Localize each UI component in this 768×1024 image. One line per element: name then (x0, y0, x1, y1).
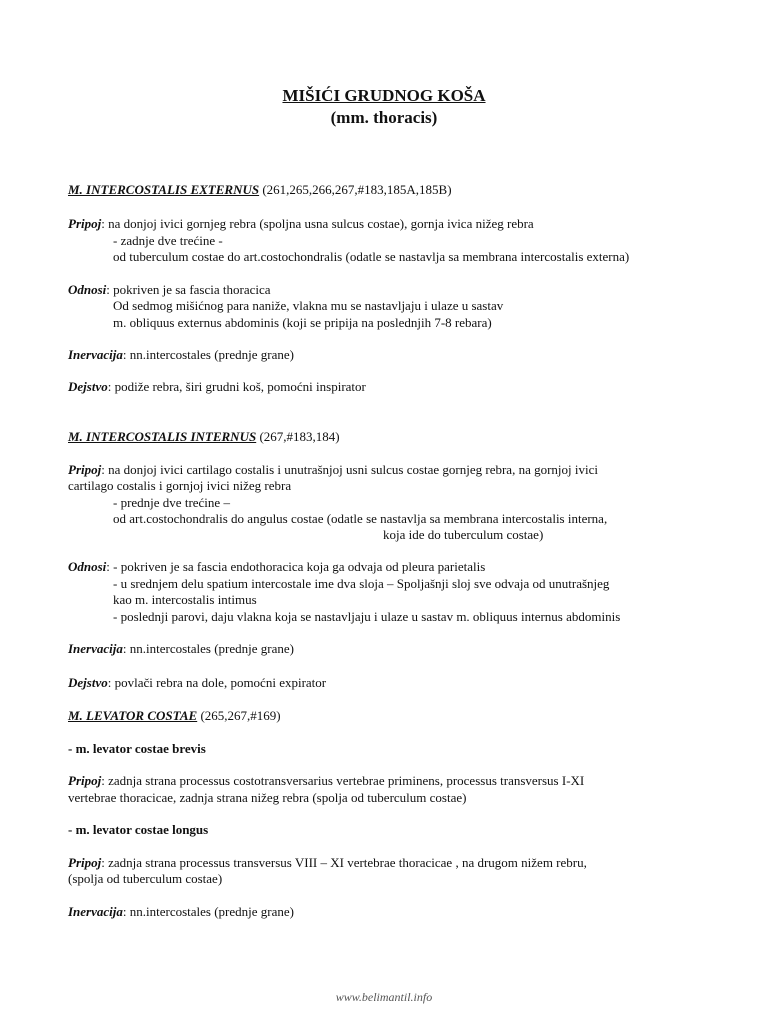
page-title: MIŠIĆI GRUDNOG KOŠA (282, 86, 486, 105)
pripoj-line: Pripoj: zadnja strana processus costotransversarius vertebrae priminens, processus transversus I-XI (68, 773, 585, 788)
odnosi-line: Od sedmog mišićnog para naniže, vlakna mu se nastavljaju i ulaze u sastav (113, 298, 504, 313)
odnosi-line: Odnosi: pokriven je sa fascia thoracica (68, 282, 271, 297)
odnosi-line: - poslednji parovi, daju vlakna koja se nastavljaju i ulaze u sastav m. obliquus internus abdominis (113, 609, 621, 624)
pripoj-line: - prednje dve trećine – (113, 495, 230, 510)
subheading-levator-longus: - m. levator costae longus (68, 822, 209, 837)
pripoj-line: - zadnje dve trećine - (113, 233, 223, 248)
dejstvo-line: Dejstvo: povlači rebra na dole, pomoćni expirator (68, 675, 327, 690)
pripoj-line: Pripoj: zadnja strana processus transversus VIII – XI vertebrae thoracicae , na drugom nižem rebru, (68, 855, 587, 870)
pripoj-line: od tuberculum costae do art.costochondralis (odatle se nastavlja sa membrana intercostalis externa) (113, 249, 630, 264)
pripoj-line: Pripoj: na donjoj ivici gornjeg rebra (spoljna usna sulcus costae), gornja ivica nižeg rebra (68, 216, 534, 231)
odnosi-line: - u srednjem delu spatium intercostale ime dva sloja – Spoljašnji sloj sve odvaja od unutrašnjeg (113, 576, 610, 591)
pripoj-line: vertebrae thoracicae, zadnja strana nižeg rebra (spolja od tuberculum costae) (68, 790, 467, 805)
inervacija-line: Inervacija: nn.intercostales (prednje grane) (68, 904, 294, 919)
pripoj-line: (spolja od tuberculum costae) (68, 871, 223, 886)
page-subtitle: (mm. thoracis) (330, 108, 438, 127)
subheading-levator-brevis: - m. levator costae brevis (68, 741, 206, 756)
section-heading-levator-costae: M. LEVATOR COSTAE (265,267,#169) (68, 708, 281, 723)
odnosi-line: m. obliquus externus abdominis (koji se pripija na poslednjih 7-8 rebara) (113, 315, 492, 330)
footer-url: www.belimantil.info (335, 990, 433, 1004)
pripoj-line: Pripoj: na donjoj ivici cartilago costalis i unutrašnjoj usni sulcus costae gornjeg rebra, na gornjoj ivici (68, 462, 599, 477)
pripoj-line: cartilago costalis i gornjoj ivici nižeg rebra (68, 478, 292, 493)
section-heading-intercostalis-internus: M. INTERCOSTALIS INTERNUS (267,#183,184) (68, 429, 340, 444)
pripoj-line: koja ide do tuberculum costae) (383, 527, 544, 542)
odnosi-line: Odnosi: - pokriven je sa fascia endothoracica koja ga odvaja od pleura parietalis (68, 559, 486, 574)
inervacija-line: Inervacija: nn.intercostales (prednje grane) (68, 347, 294, 362)
inervacija-line: Inervacija: nn.intercostales (prednje grane) (68, 641, 294, 656)
section-heading-intercostalis-externus: M. INTERCOSTALIS EXTERNUS (261,265,266,267,#183,185A,185B) (68, 182, 452, 197)
dejstvo-line: Dejstvo: podiže rebra, širi grudni koš, pomoćni inspirator (68, 379, 366, 394)
pripoj-line: od art.costochondralis do angulus costae (odatle se nastavlja sa membrana intercostalis interna, (113, 511, 608, 526)
odnosi-line: kao m. intercostalis intimus (113, 592, 257, 607)
